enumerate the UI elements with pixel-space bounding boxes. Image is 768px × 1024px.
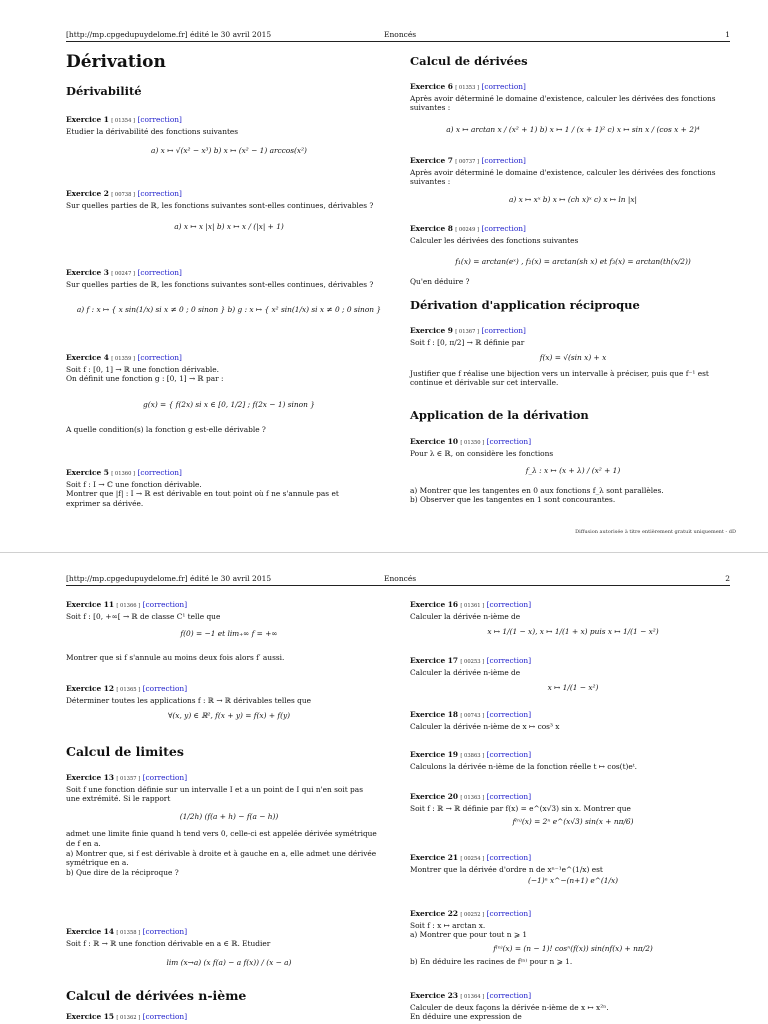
exercise-text: On définit une fonction g : [0, 1] → ℝ par : — [66, 374, 224, 384]
exercise-text: b) Observer que les tangentes en 1 sont concourantes. — [410, 495, 616, 505]
exercise-label: Exercice 14 — [66, 927, 115, 936]
exercise-label: Exercice 13 — [66, 773, 115, 782]
exercise-16 — [410, 600, 736, 637]
exercise-text: Justifier que f réalise une bijection vers un intervalle à préciser, puis que f⁻¹ est — [410, 368, 709, 378]
exercise-label: Exercice 10 — [410, 437, 459, 446]
exercise-formula: lim (x→a) (x f(a) − a f(x)) / (x − a) — [166, 958, 292, 968]
exercise-text: Calculer la dérivée n-ième de — [410, 611, 521, 621]
correction-link[interactable]: [correction] — [137, 268, 182, 277]
exercise-label: Exercice 21 — [410, 853, 459, 862]
header-center: Enoncés — [384, 574, 417, 583]
exercise-number: [ 01367 ] — [455, 329, 480, 335]
exercise-text: En déduire une expression de — [410, 1012, 522, 1022]
header-url: [http://mp.cpgedupuydelome.fr] édité le 30 avril 2015 — [66, 30, 272, 39]
exercise-label: Exercice 16 — [410, 600, 459, 609]
exercise-7 — [410, 156, 736, 204]
exercise-formula: x ↦ 1/(1 − x²) — [547, 683, 599, 693]
exercise-21 — [410, 853, 736, 886]
correction-link[interactable]: [correction] — [486, 853, 532, 862]
exercise-number: [ 01364 ] — [460, 994, 485, 1000]
exercise-number: [ 01353 ] — [455, 85, 480, 91]
exercise-label: Exercice 20 — [410, 792, 459, 801]
exercise-label: Exercice 19 — [410, 750, 459, 759]
exercise-text: Soit f : [0, π/2] → ℝ définie par — [410, 337, 525, 347]
exercise-text: Soit f une fonction définie sur un intervalle I et a un point de I qui n'en soit pas — [66, 784, 363, 794]
exercise-text: suivantes : — [410, 103, 451, 113]
exercise-text: Sur quelles parties de ℝ, les fonctions suivantes sont-elles continues, dérivables ? — [66, 200, 374, 210]
exercise-2 — [66, 189, 392, 232]
exercise-text: Calculer de deux façons la dérivée n-ième de x ↦ x²ⁿ. — [410, 1002, 609, 1012]
exercise-text: a) Montrer que pour tout n ⩾ 1 — [410, 930, 528, 940]
exercise-text: a) Montrer que, si f est dérivable à droite et à gauche en a, elle admet une dérivée — [66, 848, 377, 858]
exercise-text: Etudier la dérivabilité des fonctions suivantes — [66, 126, 239, 136]
exercise-formula: f⁽ⁿ⁾(x) = 2ⁿ e^(x√3) sin(x + nπ/6) — [512, 817, 634, 827]
exercise-text: Après avoir déterminé le domaine d'existence, calculer les dérivées des fonctions — [410, 167, 716, 177]
exercise-text: Soit f : x ↦ arctan x. — [410, 920, 486, 930]
exercise-1 — [66, 115, 392, 156]
exercise-17 — [410, 656, 736, 693]
exercise-label: Exercice 12 — [66, 684, 115, 693]
header-page-number: 1 — [725, 30, 730, 39]
exercise-number: [ 00254 ] — [460, 856, 485, 862]
exercise-number: [ 00252 ] — [460, 912, 485, 918]
correction-link[interactable]: [correction] — [486, 792, 532, 801]
header-rule — [66, 585, 730, 586]
exercise-number: [ 00249 ] — [455, 227, 480, 233]
correction-link[interactable]: [correction] — [486, 710, 532, 719]
exercise-text: exprimer sa dérivée. — [66, 498, 144, 508]
exercise-text: Soit f : [0, 1] → ℝ une fonction dérivable. — [66, 364, 219, 374]
right-column — [410, 52, 736, 535]
exercise-formula: a) x ↦ x |x| b) x ↦ x / (|x| + 1) — [174, 222, 284, 232]
exercise-text: symétrique en a. — [66, 858, 129, 868]
correction-link[interactable]: [correction] — [142, 927, 188, 936]
exercise-label: Exercice 2 — [66, 189, 109, 198]
exercise-number: [ 01357 ] — [116, 776, 141, 782]
section-title: Calcul de limites — [66, 744, 184, 759]
correction-link[interactable]: [correction] — [137, 468, 182, 477]
correction-link[interactable]: [correction] — [142, 600, 188, 609]
exercise-number: [ 01362 ] — [116, 1015, 141, 1021]
exercise-formula: a) x ↦ arctan x / (x² + 1) b) x ↦ 1 / (x + 1)² c) x ↦ sin x / (cos x + 2)⁴ — [446, 124, 700, 134]
exercise-text: b) En déduire les racines de f⁽ⁿ⁾ pour n ⩾ 1. — [410, 957, 573, 967]
exercise-label: Exercice 11 — [66, 600, 115, 609]
section-title: Dérivation d'application réciproque — [410, 298, 640, 312]
exercise-text: admet une limite finie quand h tend vers 0, celle-ci est appelée dérivée symétrique — [66, 829, 377, 839]
exercise-number: [ 01363 ] — [460, 795, 485, 801]
exercise-20 — [410, 792, 736, 827]
exercise-formula: a) x ↦ xˣ b) x ↦ (ch x)ˣ c) x ↦ ln |x| — [508, 194, 638, 204]
exercise-formula: (1/2h) (f(a + h) − f(a − h)) — [179, 811, 279, 821]
exercise-text: Montrer que |f| : I → ℝ est dérivable en tout point où f ne s'annule pas et — [66, 489, 339, 499]
exercise-15 — [66, 1012, 392, 1024]
exercise-formula: a) f : x ↦ { x sin(1/x) si x ≠ 0 ; 0 sinon } b) g : x ↦ { x² sin(1/x) si x ≠ 0 ; 0 sinon } — [76, 305, 382, 315]
exercise-13 — [66, 773, 392, 877]
exercise-text: Déterminer toutes les applications f : ℝ → ℝ dérivables telles que — [66, 695, 312, 705]
correction-link[interactable]: [correction] — [142, 1012, 188, 1021]
exercise-text: continue et dérivable sur cet intervalle. — [410, 378, 559, 388]
exercise-label: Exercice 6 — [410, 82, 453, 91]
left-column — [66, 600, 392, 1024]
exercise-label: Exercice 17 — [410, 656, 459, 665]
exercise-text: Pour λ ∈ ℝ, on considère les fonctions — [410, 448, 554, 458]
exercise-text: Sur quelles parties de ℝ, les fonctions suivantes sont-elles continues, dérivables ? — [66, 279, 374, 289]
exercise-number: [ 01366 ] — [116, 603, 141, 609]
exercise-10 — [410, 437, 736, 505]
header-page-number: 2 — [725, 574, 730, 583]
exercise-text: Soit f : ℝ → ℝ définie par f(x) = e^(x√3) sin x. Montrer que — [410, 803, 631, 813]
exercise-text: Calculer la dérivée n-ième de x ↦ cos³ x — [410, 721, 560, 731]
exercise-number: [ 00738 ] — [111, 192, 136, 198]
exercise-label: Exercice 3 — [66, 268, 109, 277]
correction-link[interactable]: [correction] — [486, 656, 532, 665]
exercise-label: Exercice 18 — [410, 710, 459, 719]
exercise-14 — [66, 927, 392, 968]
section-title: Application de la dérivation — [410, 408, 589, 422]
exercise-number: [ 03863 ] — [460, 753, 485, 759]
exercise-label: Exercice 5 — [66, 468, 109, 477]
exercise-number: [ 00743 ] — [460, 713, 485, 719]
exercise-label: Exercice 8 — [410, 224, 453, 233]
exercise-number: [ 01365 ] — [116, 687, 141, 693]
exercise-text: Soit f : ℝ → ℝ une fonction dérivable en a ∈ ℝ. Etudier — [66, 938, 271, 948]
exercise-formula: x ↦ 1/(1 − x), x ↦ 1/(1 + x) puis x ↦ 1/(1 − x²) — [487, 627, 659, 637]
exercise-text: suivantes : — [410, 177, 451, 187]
exercise-number: [ 01350 ] — [460, 440, 485, 446]
exercise-formula: f₁(x) = arctan(eˣ) , f₂(x) = arctan(sh x) et f₃(x) = arctan(th(x/2)) — [455, 257, 691, 267]
correction-link[interactable]: [correction] — [481, 82, 526, 91]
exercise-3 — [66, 268, 392, 315]
exercise-6 — [410, 82, 736, 134]
exercise-8 — [410, 224, 736, 286]
exercise-12 — [66, 684, 392, 721]
correction-link[interactable]: [correction] — [486, 909, 532, 918]
exercise-text: de f en a. — [66, 838, 101, 848]
exercise-number: [ 01360 ] — [111, 471, 136, 477]
correction-link[interactable]: [correction] — [137, 353, 182, 362]
header-url: [http://mp.cpgedupuydelome.fr] édité le 30 avril 2015 — [66, 574, 272, 583]
exercise-number: [ 01354 ] — [111, 118, 136, 124]
page-2 — [0, 566, 768, 1024]
exercise-text: b) Que dire de la réciproque ? — [66, 867, 179, 877]
correction-link[interactable]: [correction] — [486, 437, 532, 446]
exercise-4 — [66, 353, 392, 435]
exercise-text: Soit f : I → ℂ une fonction dérivable. — [66, 479, 202, 489]
exercise-9 — [410, 326, 736, 388]
exercise-label: Exercice 7 — [410, 156, 453, 165]
exercise-text: Après avoir déterminé le domaine d'existence, calculer les dérivées des fonctions — [410, 93, 716, 103]
section-title: Calcul de dérivées — [410, 54, 528, 68]
exercise-text: a) Montrer que les tangentes en 0 aux fonctions f_λ sont parallèles. — [410, 485, 664, 495]
exercise-formula: f(x) = √(sin x) + x — [539, 353, 607, 363]
correction-link[interactable]: [correction] — [486, 991, 532, 1000]
exercise-number: [ 00247 ] — [111, 271, 136, 277]
header-center: Enoncés — [384, 30, 417, 39]
right-column — [410, 600, 736, 1024]
page-separator — [0, 552, 768, 553]
exercise-text: Montrer que la dérivée d'ordre n de xⁿ⁻¹e^(1/x) est — [410, 864, 603, 874]
exercise-formula: (−1)ⁿ x^−(n+1) e^(1/x) — [527, 876, 619, 886]
exercise-formula: f(0) = −1 et lim₊∞ f = +∞ — [180, 629, 278, 639]
exercise-number: [ 01359 ] — [111, 356, 136, 362]
correction-link[interactable]: [correction] — [481, 224, 526, 233]
correction-link[interactable]: [correction] — [486, 600, 532, 609]
correction-link[interactable]: [correction] — [137, 189, 182, 198]
exercise-text: Soit f : [0, +∞[ → ℝ de classe C¹ telle que — [66, 611, 221, 621]
exercise-label: Exercice 15 — [66, 1012, 115, 1021]
footer-note: Diffusion autorisée à titre entièrement gratuit uniquement - dD — [575, 529, 736, 535]
exercise-number: [ 00253 ] — [460, 659, 485, 665]
exercise-formula: f⁽ⁿ⁾(x) = (n − 1)! cosⁿ(f(x)) sin(nf(x) + nπ/2) — [493, 943, 653, 953]
exercise-number: [ 01361 ] — [460, 603, 485, 609]
correction-link[interactable]: [correction] — [481, 156, 526, 165]
exercise-number: [ 01358 ] — [116, 930, 141, 936]
exercise-formula: f_λ : x ↦ (x + λ) / (x² + 1) — [525, 466, 621, 476]
document-title: Dérivation — [66, 52, 166, 72]
exercise-23 — [410, 991, 736, 1022]
exercise-22 — [410, 909, 736, 967]
section-title: Dérivabilité — [66, 84, 142, 98]
left-column — [66, 52, 392, 532]
exercise-text: Calculer la dérivée n-ième de — [410, 667, 521, 677]
section-title: Calcul de dérivées n-ième — [66, 988, 247, 1003]
correction-link[interactable]: [correction] — [142, 684, 188, 693]
exercise-label: Exercice 22 — [410, 909, 459, 918]
exercise-19 — [410, 750, 736, 771]
exercise-5 — [66, 468, 392, 508]
exercise-18 — [410, 710, 736, 731]
correction-link[interactable]: [correction] — [481, 326, 526, 335]
exercise-formula: g(x) = { f(2x) si x ∈ [0, 1/2] ; f(2x − 1) sinon } — [143, 399, 315, 409]
header-rule — [66, 41, 730, 42]
exercise-text: Calculons la dérivée n-ième de la fonction réelle t ↦ cos(t)eᵗ. — [410, 761, 637, 771]
correction-link[interactable]: [correction] — [142, 773, 188, 782]
exercise-text: une extrémité. Si le rapport — [66, 794, 171, 804]
exercise-number: [ 00737 ] — [455, 159, 480, 165]
exercise-text: Calculer les dérivées des fonctions suivantes — [410, 235, 579, 245]
exercise-question: Qu'en déduire ? — [410, 276, 470, 286]
exercise-text: Montrer que si f s'annule au moins deux fois alors f′ aussi. — [66, 652, 285, 662]
exercise-label: Exercice 1 — [66, 115, 109, 124]
correction-link[interactable]: [correction] — [137, 115, 182, 124]
exercise-label: Exercice 23 — [410, 991, 459, 1000]
exercise-11 — [66, 600, 392, 662]
exercise-label: Exercice 9 — [410, 326, 453, 335]
exercise-formula: ∀(x, y) ∈ ℝ², f(x + y) = f(x) + f(y) — [167, 711, 291, 721]
exercise-formula: a) x ↦ √(x² − x³) b) x ↦ (x² − 1) arccos(x²) — [151, 146, 307, 156]
exercise-question: A quelle condition(s) la fonction g est-elle dérivable ? — [66, 425, 266, 435]
correction-link[interactable]: [correction] — [486, 750, 532, 759]
exercise-label: Exercice 4 — [66, 353, 109, 362]
